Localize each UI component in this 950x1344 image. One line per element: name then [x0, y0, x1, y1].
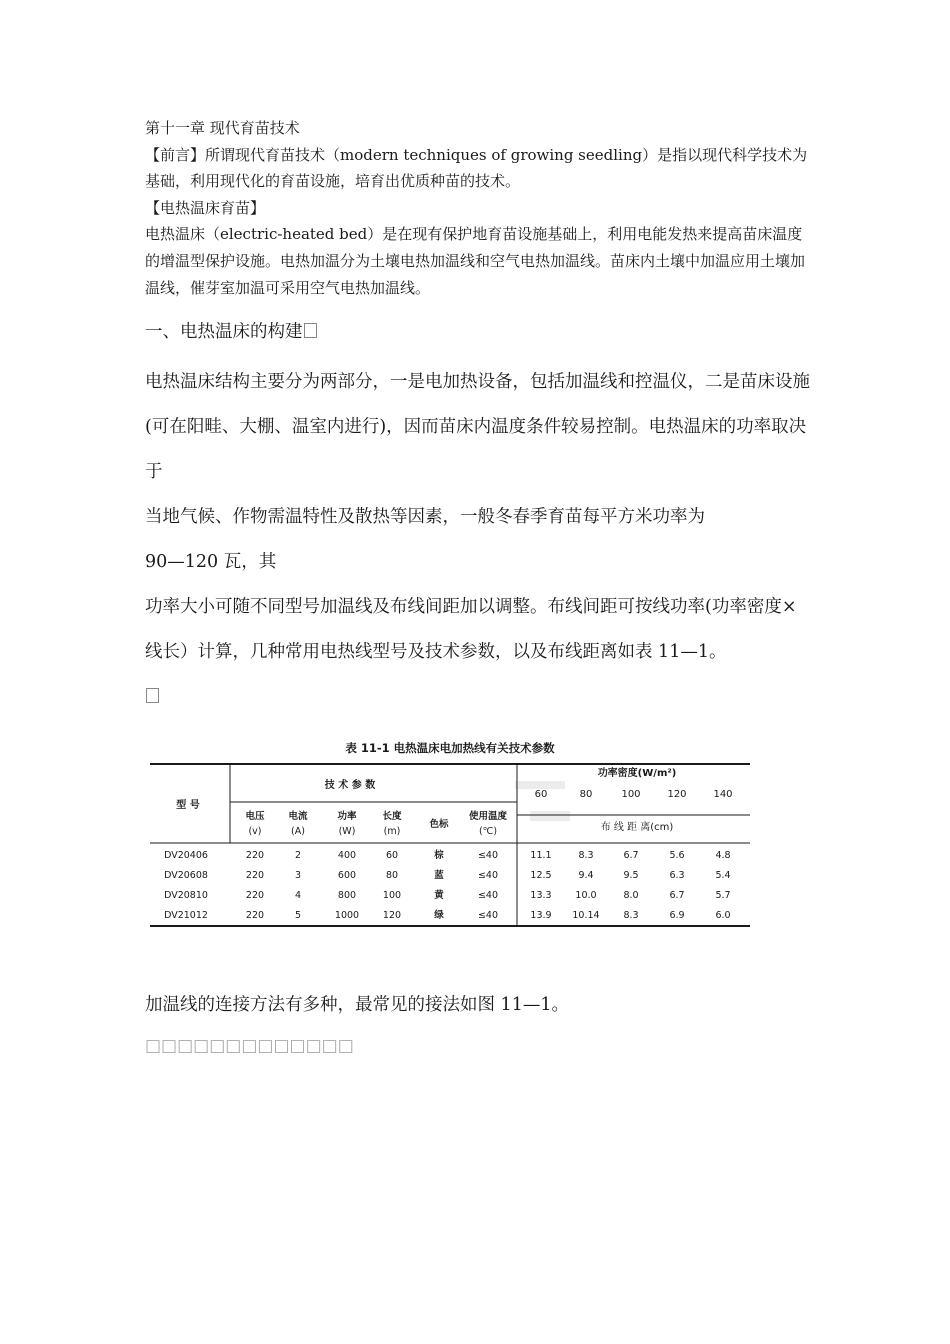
- cell-power: 600: [337, 870, 357, 881]
- technical-parameters-table: [150, 733, 750, 931]
- cell-length: 120: [382, 910, 402, 921]
- table-rules: [150, 764, 750, 926]
- cell-spacing: 6.9: [669, 910, 685, 921]
- cell-spacing: 13.9: [530, 910, 552, 921]
- cell-temp: ≤40: [477, 910, 499, 921]
- section-heading: 一、电热温床的构建: [145, 317, 317, 347]
- body-block: [145, 360, 810, 720]
- cell-spacing: 6.7: [669, 890, 685, 901]
- cell-color: 棕: [434, 850, 444, 861]
- missing-glyph-icon: [146, 688, 159, 703]
- cell-voltage: 220: [245, 910, 265, 921]
- cell-voltage: 220: [245, 850, 265, 861]
- cell-spacing: 13.3: [530, 890, 552, 901]
- table-row: [164, 869, 730, 881]
- cell-spacing: 8.3: [623, 910, 639, 921]
- cell-current: 3: [294, 870, 302, 881]
- cell-spacing: 10.0: [575, 890, 597, 901]
- tech-header-unit: (m): [383, 826, 401, 837]
- table-row: [164, 889, 730, 901]
- cell-spacing: 6.0: [715, 910, 731, 921]
- tech-header-name: 电压: [245, 811, 265, 822]
- after-table-paragraph: 加温线的连接方法有多种，最常见的接法如图 11—1。: [145, 995, 569, 1015]
- cell-temp: ≤40: [477, 890, 499, 901]
- cell-spacing: 5.7: [715, 890, 731, 901]
- cell-spacing: 10.14: [572, 910, 600, 921]
- cell-spacing: 5.6: [669, 850, 685, 861]
- power-density-value: 60: [534, 789, 548, 800]
- cell-current: 5: [294, 910, 302, 921]
- cell-length: 80: [385, 870, 399, 881]
- tech-header-unit: (A): [291, 826, 305, 837]
- cell-current: 4: [294, 890, 302, 901]
- power-values: [535, 789, 733, 800]
- cell-power: 800: [337, 890, 357, 901]
- power-density-value: 100: [621, 789, 641, 800]
- cell-model: DV21012: [164, 910, 208, 921]
- cell-spacing: 6.3: [669, 870, 685, 881]
- body-paragraph-3: 90—120 瓦，其: [145, 552, 277, 572]
- tech-header-unit: (℃): [478, 826, 498, 837]
- table-body: [164, 849, 730, 921]
- chapter-title: 第十一章 现代育苗技术: [145, 119, 300, 137]
- cell-spacing: 12.5: [530, 870, 552, 881]
- section-bracket-heading: 【电热温床育苗】: [145, 198, 266, 217]
- body-paragraph-1: 电热温床结构主要分为两部分，一是电加热设备，包括加温线和控温仪，二是苗床设施(可在阳畦、大棚、温室内进行)，因而苗床内温度条件较易控制。电热温床的功率取决于: [145, 372, 810, 482]
- tech-header-unit: (W): [338, 826, 356, 837]
- tech-header-name: 使用温度: [468, 811, 508, 822]
- cell-model: DV20608: [164, 870, 208, 881]
- cell-voltage: 220: [245, 890, 265, 901]
- power-density-value: 140: [713, 789, 733, 800]
- cell-voltage: 220: [245, 870, 265, 881]
- tech-header-name: 长度: [382, 811, 402, 822]
- cell-spacing: 11.1: [530, 850, 552, 861]
- tech-header-name: 色标: [429, 819, 449, 830]
- cell-power: 400: [337, 850, 357, 861]
- table-caption: 表 11-1 电热温床电加热线有关技术参数: [345, 741, 555, 755]
- power-density-value: 80: [579, 789, 593, 800]
- tech-header-name: 电流: [288, 811, 308, 822]
- cell-temp: ≤40: [477, 850, 499, 861]
- cell-spacing: 8.3: [578, 850, 594, 861]
- tech-header-unit: (v): [248, 826, 262, 837]
- tech-header-name: 功率: [337, 811, 357, 822]
- body-paragraph-2: 当地气候、作物需温特性及散热等因素，一般冬春季育苗每平方米功率为: [145, 507, 705, 527]
- cell-power: 1000: [334, 910, 360, 921]
- cell-color: 绿: [434, 910, 444, 921]
- cell-model: DV20406: [164, 850, 208, 861]
- cell-spacing: 4.8: [715, 850, 731, 861]
- cell-spacing: 6.7: [623, 850, 639, 861]
- tech-group-header: 技 术 参 数: [324, 780, 376, 791]
- cell-model: DV20810: [164, 890, 208, 901]
- table-row: [164, 849, 730, 861]
- power-density-value: 120: [667, 789, 687, 800]
- missing-glyph-line: □□□□□□□□□□□□□: [145, 1036, 354, 1056]
- cell-temp: ≤40: [477, 870, 499, 881]
- intro-block: [145, 115, 810, 301]
- table-row: [164, 909, 730, 921]
- preface-paragraph: 【前言】所谓现代育苗技术（modern techniques of growing seedling）是指以现代科学技术为基础，利用现代化的育苗设施，培育出优质种苗的技术。: [145, 145, 808, 191]
- tech-headers: [245, 810, 507, 837]
- spacing-header: 布 线 距 离(cm): [600, 822, 674, 833]
- missing-glyph-icon: [304, 323, 317, 338]
- cell-color: 黄: [434, 890, 444, 901]
- cell-length: 60: [385, 850, 399, 861]
- cell-spacing: 5.4: [715, 870, 731, 881]
- cell-spacing: 9.5: [623, 870, 639, 881]
- body-trailing-glyph: [145, 675, 810, 720]
- cell-spacing: 9.4: [578, 870, 594, 881]
- intro-paragraph: 电热温床（electric-heated bed）是在现有保护地育苗设施基础上，利用电能发热来提高苗床温度的增温型保护设施。电热加温分为土壤电热加温线和空气电热加温线。苗床内土壤中加温应用土壤加温线，催芽室加温可采用空气电热加温线。: [145, 225, 806, 297]
- cell-current: 2: [294, 850, 302, 861]
- cell-spacing: 8.0: [623, 890, 639, 901]
- cell-length: 100: [382, 890, 402, 901]
- power-group-header: 功率密度(W/m²): [597, 768, 677, 779]
- cell-color: 蓝: [434, 870, 444, 881]
- body-paragraph-4: 功率大小可随不同型号加温线及布线间距加以调整。布线间距可按线功率(功率密度×线长）计算，几种常用电热线型号及技术参数，以及布线距离如表 11—1。: [145, 597, 797, 662]
- col-model-header: 型 号: [176, 800, 200, 811]
